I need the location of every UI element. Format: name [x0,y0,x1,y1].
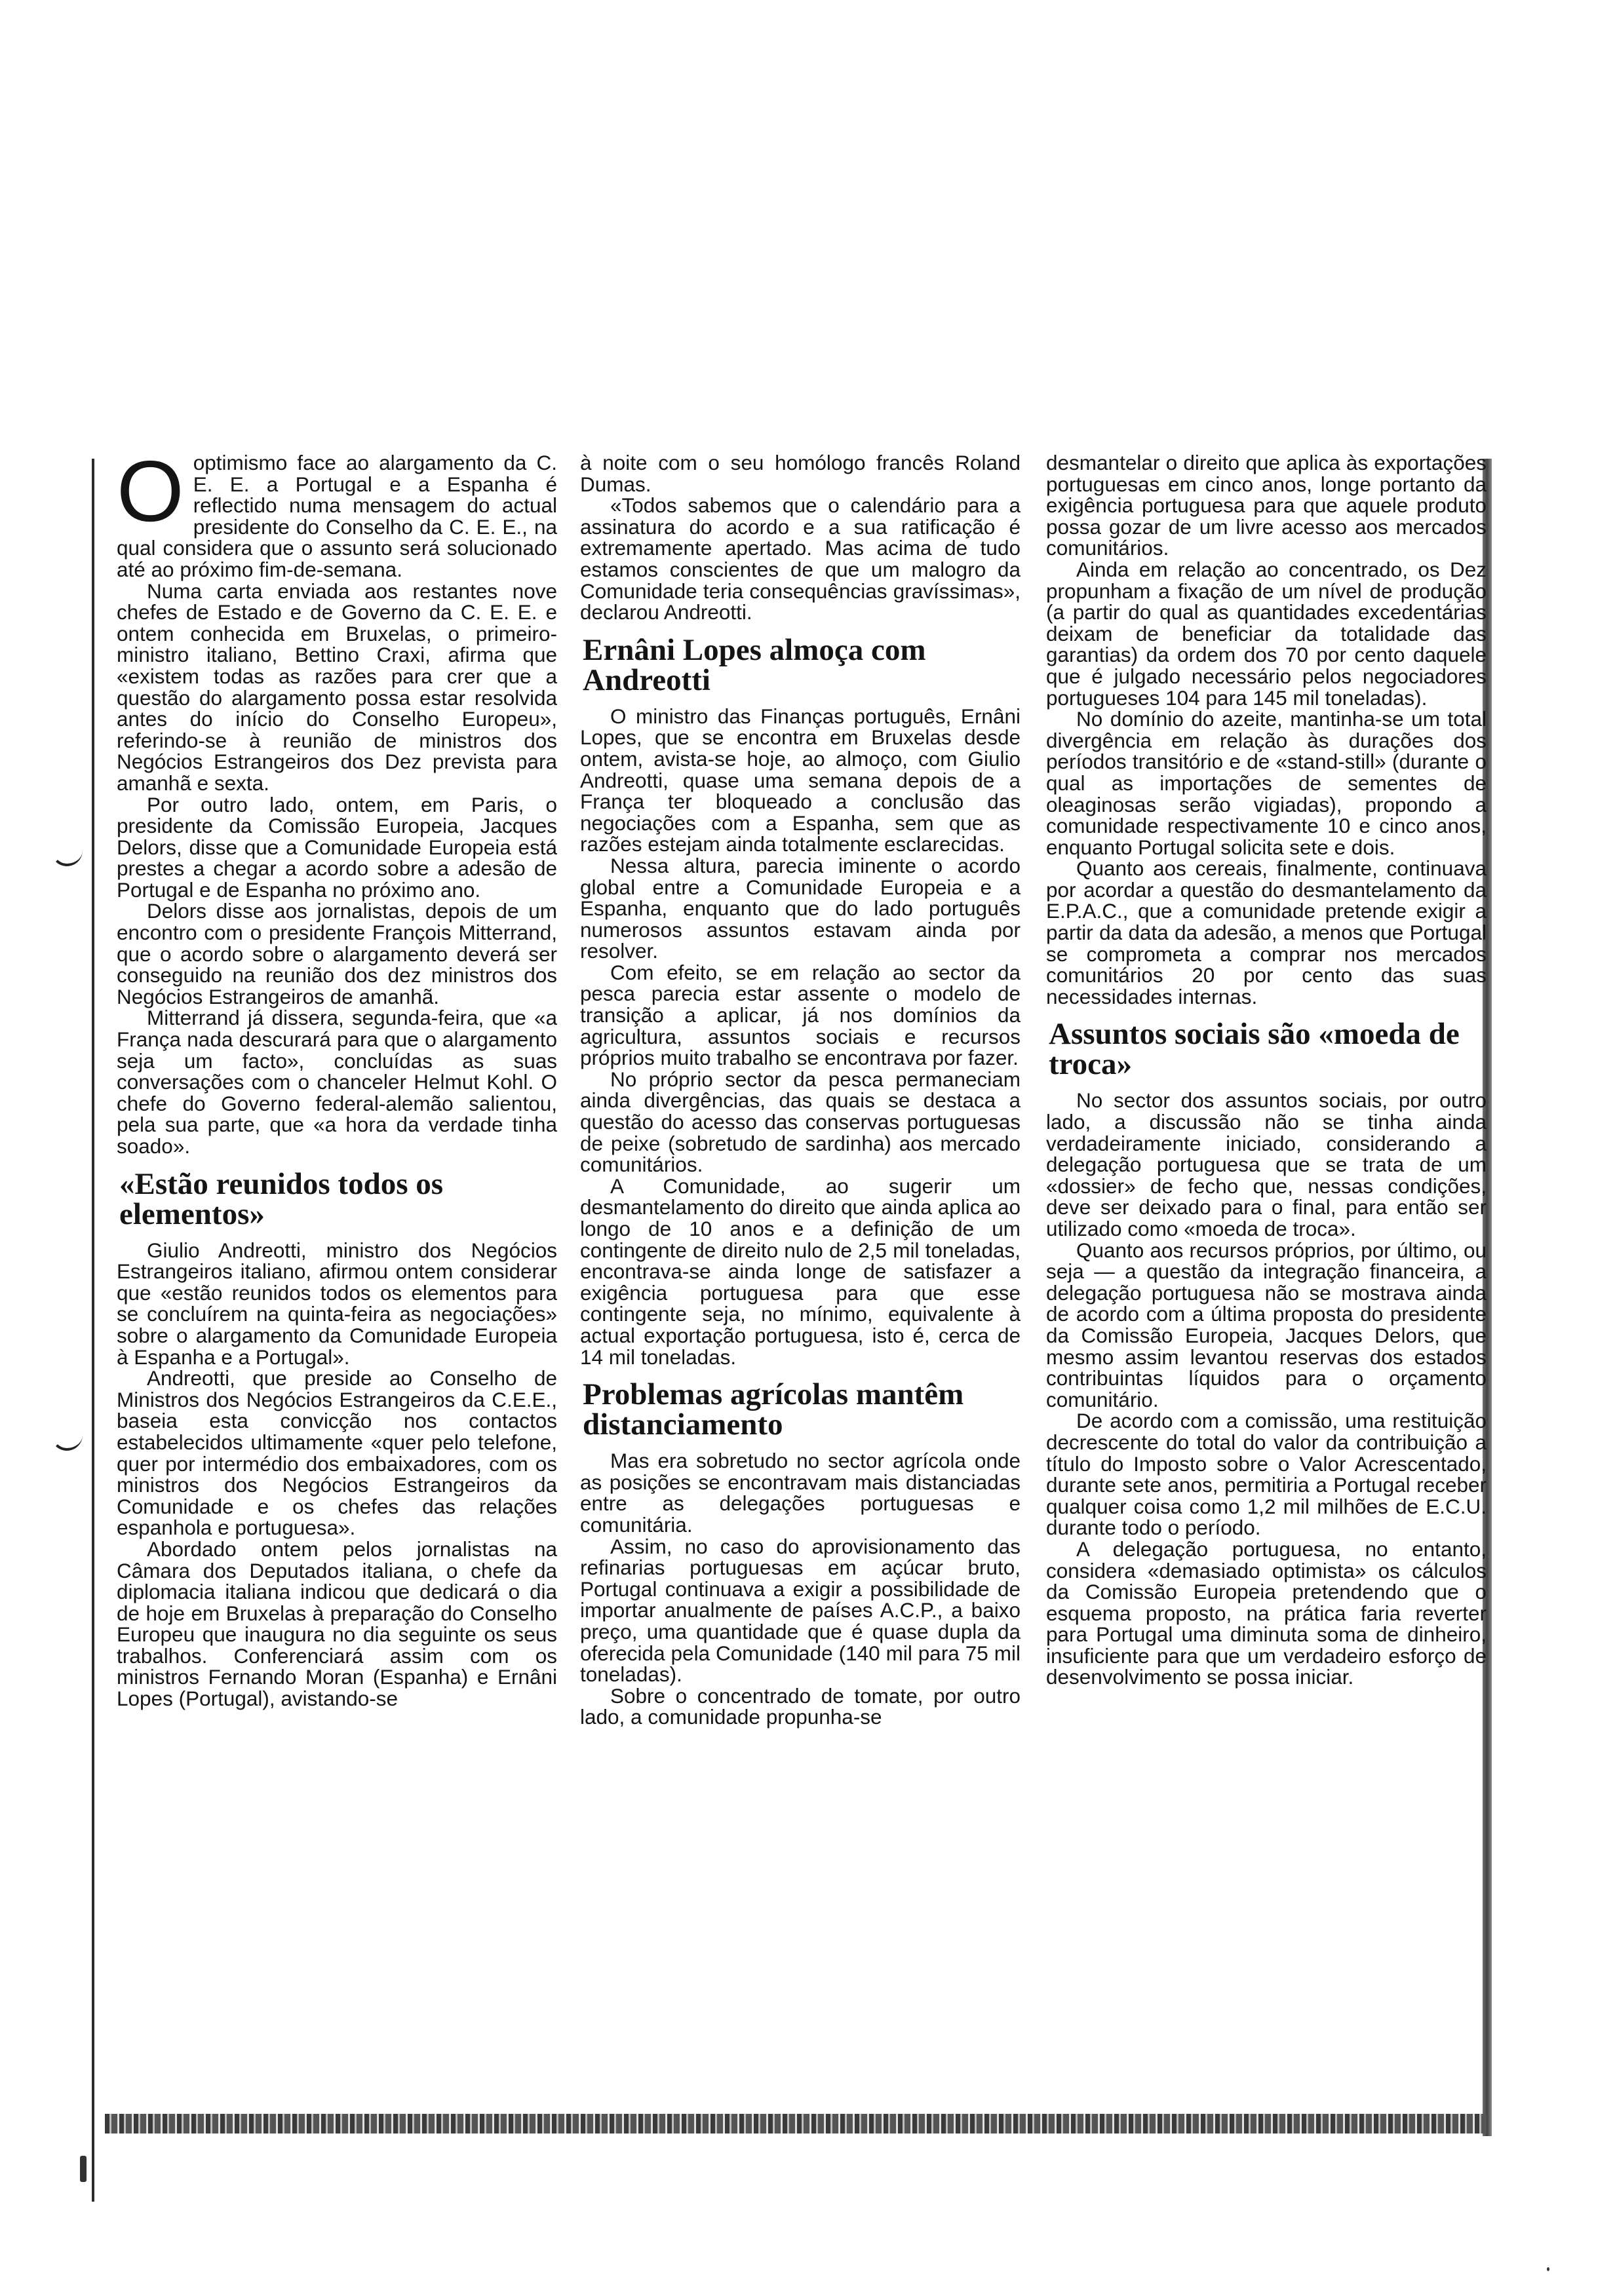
paragraph [1046,1240,1487,1411]
paragraph [117,452,557,581]
paragraph [580,1069,1021,1176]
subheading-text: Ernâni Lopes almoça com Andreotti [583,632,926,697]
paragraph-text: Com efeito, se em relação ao sector da pesca parecia estar assente o modelo de transição a aplicar, já nos domínios da agricultura, assuntos sociais e recursos próprios muito trabalho se encontrava por fazer. [580,960,1021,1070]
paragraph [1046,559,1487,708]
paragraph-text: Quanto aos recursos próprios, por último, ou seja — a questão da integração financeira, a delegação portuguesa não se mostrava ainda de acordo com a última proposta do presidente da Comissão Europeia, Jacques Delors, que mesmo assim levantou reservas dos estados contribuintas líquidos para o orçamento comunitário. [1046,1238,1487,1411]
paragraph [580,855,1021,962]
paragraph [580,1450,1021,1535]
paragraph [117,1240,557,1368]
subheading-text: Problemas agrícolas mantêm distanciamento [583,1377,964,1442]
paragraph-text: «Todos sabemos que o calendário para a assinatura do acordo e a sua ratificação é extremamente apertado. Mas acima de tudo estamos conscientes de que um malogro da Comunidade teria consequências gravíssimas», declarou Andreotti. [580,493,1021,624]
paragraph-text: optimismo face ao alargamento da C. E. E. a Portugal e a Espanha é reflectido numa mensagem do actual presidente do Conselho da C. E. E., na qual considera que o assunto será solucionado até ao próximo fim-de-semana. [117,452,557,581]
paragraph-text: O ministro das Finanças português, Ernâni Lopes, que se encontra em Bruxelas desde ontem, avista-se hoje, ao almoço, com Giulio Andreotti, quase uma semana depois de a França ter bloqueado a conclusão das negociações com a Espanha, sem que as razões estejam ainda totalmente esclarecidas. [580,704,1021,856]
paragraph-text: Delors disse aos jornalistas, depois de um encontro com o presidente François Mitterrand, que o acordo sobre o alargamento deverá ser conseguido na reunião dos dez ministros dos Negócios Estrangeiros de amanhã. [117,899,557,1008]
bottom-scan-band [105,2114,1487,2133]
paragraph-text: Assim, no caso do aprovisionamento das refinarias portuguesas em açúcar bruto, Portugal continuava a exigir a possibilidade de importar anualmente de países A.C.P., a baixo preço, uma quantidade que é quase dupla da oferecida pela Comunidade (140 mil para 75 mil toneladas). [580,1534,1021,1687]
paragraph-text: No domínio do azeite, mantinha-se um total divergência em relação às durações dos períodos transitório e de «stand-still» (durante o qual as importações de sementes de oleaginosas serão vigiadas), propondo a comunidade respectivamente 10 e cinco anos, enquanto Portugal solicita sete e dois. [1046,707,1487,859]
paragraph [1046,1539,1487,1688]
paragraph [117,900,557,1007]
paragraph-text: à noite com o seu homólogo francês Roland Dumas. [580,452,1021,496]
paragraph-text: A delegação portuguesa, no entanto, considera «demasiado optimista» os cálculos da Comissão Europeia pretendendo que o esquema proposto, na prática faria reverter para Portugal uma diminuta soma de dinheiro, insuficiente para que um verdadeiro esforço de desenvolvimento se possa iniciar. [1046,1537,1487,1689]
paragraph-text: No próprio sector da pesca permaneciam ainda divergências, das quais se destaca a questão do acesso das conservas portuguesas de peixe (sobretudo de sardinha) aos mercado comunitários. [580,1067,1021,1177]
paragraph-text: Andreotti, que preside ao Conselho de Ministros dos Negócios Estrangeiros da C.E.E., baseia esta convicção nos contactos estabelecidos ultimamente «quer pelo telefone, quer por intermédio dos embaixadores, com os ministros dos Negócios Estrangeiros da Comunidade e os chefes das relações espanhola e portuguesa». [117,1366,557,1540]
paragraph [1046,1410,1487,1539]
left-margin-rule [92,459,94,2202]
paragraph-text: Numa carta enviada aos restantes nove chefes de Estado e de Governo da C. E. E. e ontem conhecida em Bruxelas, o primeiro-ministro italiano, Bettino Craxi, afirma que «existem todas as razões para crer que a questão do alargamento possa estar resolvida antes do início do Conselho Europeu», referindo-se à reunião de ministros dos Negócios Estrangeiros dos Dez prevista para amanhã e sexta. [117,579,557,795]
paragraph-text: No sector dos assuntos sociais, por outro lado, a discussão não se tinha ainda verdadeiramente iniciado, considerando a delegação portuguesa que se trata de um «dossier» de fecho que, nessas condições, deve ser deixado para o final, para então ser utilizado como «moeda de troca». [1046,1088,1487,1240]
paragraph [117,581,557,794]
paragraph [1046,1090,1487,1239]
paragraph [117,1007,557,1157]
paragraph [1046,708,1487,858]
article-column-2 [580,452,1021,2113]
scan-speck [80,2156,87,2182]
paragraph [117,794,557,901]
paragraph-text: Giulio Andreotti, ministro dos Negócios Estrangeiros italiano, afirmou ontem considerar que «estão reunidos todos os elementos para se concluírem na quinta-feira as negociações» sobre o alargamento da Comunidade Europeia à Espanha e a Portugal». [117,1238,557,1369]
paragraph-text: Por outro lado, ontem, em Paris, o presidente da Comissão Europeia, Jacques Delors, disse que a Comunidade Europeia está prestes a chegar a acordo sobre a adesão de Portugal e de Espanha no próximo ano. [117,792,557,902]
margin-mark [51,1409,83,1451]
paragraph-text: Mitterrand já dissera, segunda-feira, que «a França nada descurará para que o alargamento seja um facto», concluídas as suas conversações com o chanceler Helmut Kohl. O chefe do Governo federal-alemão salientou, pela sua parte, que «a hora da verdade tinha soado». [117,1006,557,1158]
subheading-text: «Estão reunidos todos os elementos» [119,1166,444,1231]
paragraph-text: desmantelar o direito que aplica às exportações portuguesas em cinco anos, longe portanto da exigência portuguesa para que aquele produto possa gozar de um livre acesso aos mercados comunitários. [1046,452,1487,560]
paragraph [1046,858,1487,1007]
paragraph [1046,452,1487,559]
drop-cap: O [117,452,184,539]
subheading-text: Assuntos sociais são «moeda de troca» [1049,1017,1460,1082]
paragraph-text: Sobre o concentrado de tomate, por outro lado, a comunidade propunha-se [580,1683,1021,1729]
paragraph [580,1176,1021,1368]
paragraph-text: Mas era sobretudo no sector agrícola onde as posições se encontravam mais distanciadas entre as delegações portuguesas e comunitária. [580,1449,1021,1537]
paragraph-text: Quanto aos cereais, finalmente, continuava por acordar a questão do desmantelamento da E.P.A.C., que a comunidade pretende exigir a partir da data da adesão, a menos que Portugal se comprometa a comprar nos mercados comunitários 20 por cento das suas necessidades internas. [1046,856,1487,1008]
paragraph [117,1539,557,1710]
paragraph-text: De acordo com a comissão, uma restituição decrescente do total do valor da contribuição a título do Imposto sobre o Valor Acrescentado, durante sete anos, permitiria a Portugal receber qualquer coisa como 1,2 mil milhões de E.C.U. durante todo o período. [1046,1409,1487,1540]
paragraph-text: A Comunidade, ao sugerir um desmantelamento do direito que ainda aplica ao longo de 10 anos e a definição de um contingente de direito nulo de 2,5 mil toneladas, encontrava-se ainda longe de satisfazer a exigência portuguesa para que esse contingente seja, no mínimo, equivalente à actual exportação portuguesa, isto é, cerca de 14 mil toneladas. [580,1174,1021,1369]
paragraph [580,1685,1021,1728]
paragraph-text: Nessa altura, parecia iminente o acordo global entre a Comunidade Europeia e a Espanha, enquanto que do lado português numerosos assuntos estavam ainda por resolver. [580,853,1021,963]
margin-mark [51,824,83,866]
paragraph [580,495,1021,623]
paragraph [580,962,1021,1069]
article-column-3 [1046,452,1487,2113]
paragraph [580,452,1021,495]
subheading [1046,1017,1487,1082]
paragraph [580,1536,1021,1685]
subheading [117,1166,557,1231]
paragraph-text: Ainda em relação ao concentrado, os Dez propunham a fixação de um nível de produção (a partir do qual as quantidades excedentárias deixam de beneficiar da totalidade das garantias) da ordem dos 70 por cento daquele que é julgado necessário pelos negociadores portugueses 104 para 145 mil toneladas). [1046,557,1487,710]
paragraph [117,1368,557,1539]
article-column-1 [117,452,557,2113]
paragraph-text: Abordado ontem pelos jornalistas na Câmara dos Deputados italiana, o chefe da diplomacia italiana indicou que dedicará o dia de hoje em Bruxelas à preparação do Conselho Europeu que inaugura no dia seguinte os seus trabalhos. Conferenciará assim com os ministros Fernando Moran (Espanha) e Ernâni Lopes (Portugal), avistando-se [117,1537,557,1711]
scan-speck [1547,2267,1549,2271]
subheading [580,1379,1021,1440]
subheading [580,632,1021,697]
paragraph [580,706,1021,855]
